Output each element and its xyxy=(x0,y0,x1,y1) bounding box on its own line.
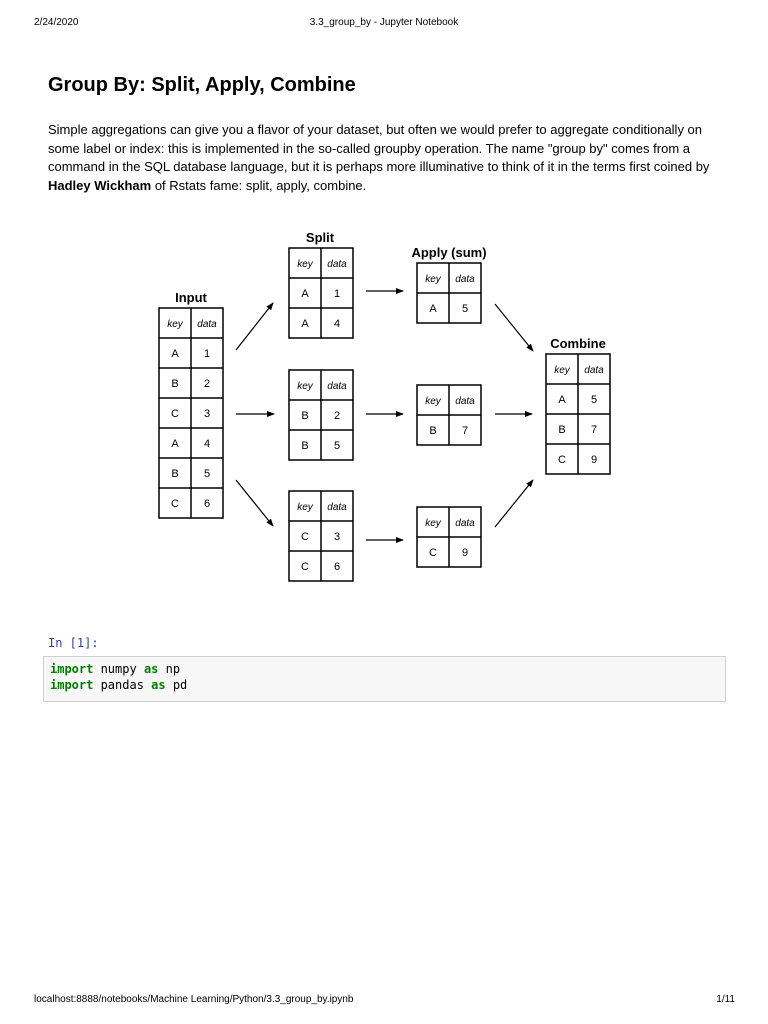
table-header-cell: key xyxy=(425,396,441,407)
code-line xyxy=(50,678,719,694)
table-cell: 9 xyxy=(461,547,469,559)
table-header-cell: key xyxy=(554,365,570,376)
keyword-as: as xyxy=(143,662,159,676)
print-date: 2/24/2020 xyxy=(34,17,79,28)
split-table xyxy=(289,491,353,581)
module-alias: pd xyxy=(165,677,188,692)
module-name: pandas xyxy=(93,677,152,692)
table-header-cell: key xyxy=(297,259,313,270)
arrow-input-to-split-a xyxy=(236,303,273,350)
table-cell: 3 xyxy=(203,408,211,420)
table-cell: B xyxy=(301,410,309,422)
table-header-cell: data xyxy=(197,319,217,330)
keyword-import: import xyxy=(50,662,94,676)
split-title: Split xyxy=(305,230,335,245)
table-cell: 1 xyxy=(203,348,211,360)
table-cell: B xyxy=(429,425,437,437)
table-cell: 4 xyxy=(203,438,211,450)
print-page-number: 1/11 xyxy=(716,994,735,1005)
table-cell: A xyxy=(429,303,437,315)
table-cell: C xyxy=(301,531,309,543)
table-header-cell: key xyxy=(167,319,183,330)
input-table xyxy=(159,308,223,518)
input-prompt: In [1]: xyxy=(48,636,99,650)
table-cell: 4 xyxy=(333,318,341,330)
apply-table xyxy=(417,385,481,445)
table-cell: B xyxy=(301,440,309,452)
table-header-cell: data xyxy=(455,518,475,529)
keyword-as: as xyxy=(151,677,166,692)
intro-paragraph xyxy=(48,121,728,195)
module-alias: np xyxy=(158,662,181,676)
table-header-cell: data xyxy=(455,396,475,407)
combine-title: Combine xyxy=(550,336,606,351)
split-table xyxy=(289,248,353,338)
table-header-cell: key xyxy=(297,502,313,513)
arrow-apply-to-combine-a xyxy=(495,304,533,351)
table-cell: 2 xyxy=(333,410,341,422)
input-title: Input xyxy=(175,290,207,305)
table-cell: 5 xyxy=(203,468,211,480)
apply-table xyxy=(417,507,481,567)
table-header-cell: data xyxy=(327,259,347,270)
table-cell: 5 xyxy=(333,440,341,452)
table-header-cell: data xyxy=(327,502,347,513)
section-title: Group By: Split, Apply, Combine xyxy=(48,74,356,96)
table-cell: B xyxy=(171,468,179,480)
table-cell: 6 xyxy=(203,498,211,510)
table-cell: A xyxy=(171,348,179,360)
table-cell: C xyxy=(171,498,179,510)
code-line xyxy=(50,662,719,678)
arrow-input-to-split-c xyxy=(236,480,273,526)
code-cell[interactable] xyxy=(43,656,726,702)
table-cell: C xyxy=(171,408,179,420)
table-cell: C xyxy=(429,547,437,559)
table-header-cell: data xyxy=(584,365,604,376)
print-url: localhost:8888/notebooks/Machine Learning/Python/3.3_group_by.ipynb xyxy=(34,994,354,1005)
table-cell: 5 xyxy=(590,394,598,406)
table-cell: 6 xyxy=(333,561,341,573)
table-cell: 5 xyxy=(461,303,469,315)
module-name: numpy xyxy=(93,662,144,676)
table-header-cell: data xyxy=(455,274,475,285)
table-cell: C xyxy=(558,454,566,466)
combine-table xyxy=(546,354,610,474)
table-cell: 3 xyxy=(333,531,341,543)
arrow-apply-to-combine-c xyxy=(495,480,533,527)
table-cell: A xyxy=(171,438,179,450)
intro-bold-name: Hadley Wickham xyxy=(48,177,152,193)
table-cell: 7 xyxy=(461,425,469,437)
print-doc-title: 3.3_group_by - Jupyter Notebook xyxy=(309,17,459,28)
split-table xyxy=(289,370,353,460)
table-header-cell: key xyxy=(297,381,313,392)
split-apply-combine-diagram xyxy=(150,222,620,594)
apply-table xyxy=(417,263,481,323)
intro-text-1: Simple aggregations can give you a flavor of your dataset, but often we would prefer to aggregate conditionally on some label or index: this is implemented in the so-called groupby operation. The name "group by" comes from a command in the SQL database language, but it is perhaps more illuminative to think of it in the terms first coined by xyxy=(48,122,710,174)
diagram-arrows xyxy=(236,291,533,540)
table-cell: B xyxy=(171,378,179,390)
table-header-cell: data xyxy=(327,381,347,392)
table-cell: 7 xyxy=(590,424,598,436)
table-cell: A xyxy=(301,288,309,300)
table-cell: B xyxy=(558,424,566,436)
keyword-import: import xyxy=(50,677,94,692)
table-cell: 1 xyxy=(333,288,341,300)
table-cell: 2 xyxy=(203,378,211,390)
table-cell: A xyxy=(301,318,309,330)
table-cell: A xyxy=(558,394,566,406)
table-cell: 9 xyxy=(590,454,598,466)
table-header-cell: key xyxy=(425,518,441,529)
intro-text-2: of Rstats fame: split, apply, combine. xyxy=(151,177,367,193)
apply-title: Apply (sum) xyxy=(411,245,487,260)
table-header-cell: key xyxy=(425,274,441,285)
table-cell: C xyxy=(301,561,309,573)
